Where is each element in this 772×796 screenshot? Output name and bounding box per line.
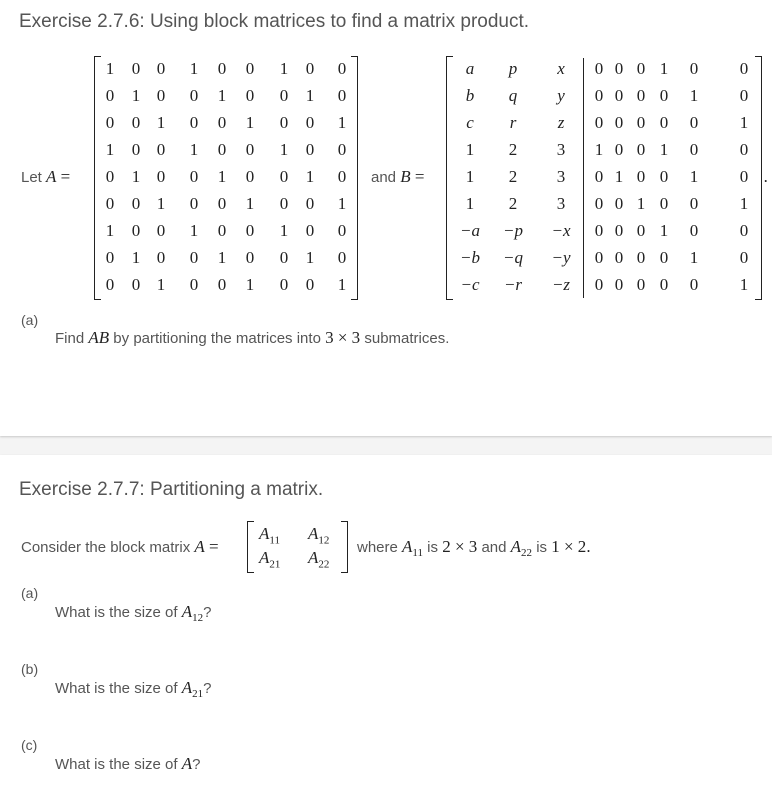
matrix-cell: 0 — [689, 194, 699, 213]
matrix-cell: 3 — [556, 194, 566, 213]
where-label: where $A_{11}$ is 2 × 3 and $A_{22}$ is 1 × 2. — [357, 537, 591, 559]
matrix-cell: c — [466, 113, 474, 132]
matrix-cell: 1 — [659, 140, 669, 159]
matrix-cell: 0 — [131, 140, 141, 159]
matrix-cell: 0 — [337, 59, 347, 78]
exercise-title: Exercise 2.7.7: Partitioning a matrix. — [19, 479, 324, 500]
matrix-cell: 0 — [245, 86, 255, 105]
matrix-cell: 1 — [305, 167, 315, 186]
matrix-cell: 0 — [614, 59, 624, 78]
part-c-question: What is the size of A? — [55, 754, 201, 773]
matrix-cell: 0 — [305, 221, 315, 240]
matrix-cell: 1 — [131, 86, 141, 105]
matrix-cell: 0 — [156, 221, 166, 240]
matrix-cell: 0 — [337, 167, 347, 186]
matrix-cell: 0 — [689, 59, 699, 78]
exercise-title: Exercise 2.7.6: Using block matrices to find a matrix product. — [19, 11, 530, 32]
matrix-cell: 1 — [189, 59, 199, 78]
matrix-cell: 0 — [659, 167, 669, 186]
matrix-cell: x — [557, 59, 565, 78]
matrix-cell: 0 — [305, 275, 315, 294]
matrix-cell: 0 — [217, 59, 227, 78]
matrix-cell: 0 — [636, 140, 646, 159]
matrix-cell: −p — [503, 221, 523, 240]
matrix-cell: 0 — [305, 194, 315, 213]
matrix-cell: 0 — [739, 221, 749, 240]
matrix-cell: 1 — [465, 167, 475, 186]
matrix-cell: 0 — [305, 59, 315, 78]
matrix-cell: 0 — [279, 248, 289, 267]
matrix-cell: 0 — [189, 113, 199, 132]
matrix-cell: 0 — [131, 59, 141, 78]
matrix-cell: 1 — [689, 248, 699, 267]
matrix-cell: 0 — [614, 221, 624, 240]
matrix-cell: 0 — [659, 194, 669, 213]
matrix-cell: 0 — [659, 275, 669, 294]
trailing-period: . — [764, 167, 769, 186]
matrix-cell: −x — [551, 221, 571, 240]
matrix-cell: 3 — [556, 140, 566, 159]
matrix-cell: 0 — [659, 86, 669, 105]
part-b-question: What is the size of $A_{21}$? — [55, 678, 212, 700]
part-a-question: Find AB by partitioning the matrices into 3 × 3 submatrices. — [55, 328, 450, 347]
matrix-cell: 3 — [556, 167, 566, 186]
matrix-cell: 0 — [614, 86, 624, 105]
matrix-cell: 1 — [739, 275, 749, 294]
matrix-cell: 0 — [217, 140, 227, 159]
matrix-cell: 0 — [245, 59, 255, 78]
matrix-cell: 0 — [217, 275, 227, 294]
matrix-cell: 0 — [105, 167, 115, 186]
exercise-2-7-7-card — [0, 455, 772, 796]
matrix-cell: 0 — [636, 275, 646, 294]
matrix-cell: 0 — [105, 113, 115, 132]
matrix-cell: 1 — [337, 194, 347, 213]
matrix-cell: 0 — [739, 248, 749, 267]
matrix-cell: 0 — [131, 194, 141, 213]
consider-label: Consider the block matrix A = — [21, 537, 219, 556]
matrix-cell: 0 — [105, 86, 115, 105]
matrix-cell: 1 — [739, 113, 749, 132]
matrix-cell: 0 — [689, 113, 699, 132]
matrix-cell: 0 — [614, 194, 624, 213]
matrix-cell: 0 — [614, 113, 624, 132]
matrix-cell: 0 — [131, 113, 141, 132]
matrix-cell: 0 — [739, 59, 749, 78]
matrix-cell: 1 — [689, 167, 699, 186]
matrix-cell: 0 — [636, 113, 646, 132]
matrix-cell: 0 — [105, 194, 115, 213]
matrix-cell: 1 — [594, 140, 604, 159]
matrix-cell: 0 — [689, 221, 699, 240]
matrix-cell: 0 — [156, 59, 166, 78]
block-a12: $A_{12}$ — [308, 524, 330, 547]
matrix-cell: 0 — [156, 86, 166, 105]
matrix-cell: a — [465, 59, 475, 78]
let-a-label: Let A = — [21, 167, 71, 186]
matrix-cell: 0 — [279, 86, 289, 105]
matrix-cell: 0 — [245, 221, 255, 240]
matrix-cell: 0 — [245, 248, 255, 267]
matrix-cell: 0 — [594, 275, 604, 294]
block-matrix — [247, 521, 348, 573]
matrix-cell: 0 — [594, 194, 604, 213]
matrix-cell: 0 — [217, 113, 227, 132]
matrix-cell: 1 — [245, 194, 255, 213]
matrix-cell: 0 — [217, 194, 227, 213]
matrix-cell: 0 — [245, 167, 255, 186]
matrix-cell: q — [508, 86, 518, 105]
partition-line — [583, 58, 584, 298]
matrix-cell: z — [557, 113, 565, 132]
matrix-cell: 1 — [105, 140, 115, 159]
matrix-cell: 0 — [594, 86, 604, 105]
matrix-cell: 0 — [131, 275, 141, 294]
matrix-cell: 1 — [305, 248, 315, 267]
matrix-cell: 2 — [508, 140, 518, 159]
part-b-label: (b) — [21, 661, 39, 677]
matrix-cell: 0 — [189, 194, 199, 213]
matrix-cell: r — [509, 113, 517, 132]
matrix-cell: 1 — [337, 275, 347, 294]
matrix-cell: 0 — [636, 248, 646, 267]
part-a-label: (a) — [21, 312, 39, 328]
matrix-cell: 0 — [594, 113, 604, 132]
matrix-cell: 0 — [689, 140, 699, 159]
matrix-cell: 2 — [508, 167, 518, 186]
matrix-cell: 1 — [105, 221, 115, 240]
matrix-cell: −z — [551, 275, 571, 294]
matrix-cell: 1 — [189, 140, 199, 159]
matrix-cell: 0 — [689, 275, 699, 294]
part-a-question: What is the size of $A_{12}$? — [55, 602, 212, 624]
matrix-b — [446, 56, 762, 300]
matrix-cell: 0 — [636, 167, 646, 186]
matrix-cell: 0 — [279, 194, 289, 213]
matrix-cell: 0 — [614, 140, 624, 159]
block-a21: $A_{21}$ — [259, 548, 281, 571]
matrix-cell: −y — [551, 248, 571, 267]
matrix-cell: 1 — [739, 194, 749, 213]
matrix-cell: 0 — [594, 59, 604, 78]
matrix-cell: −r — [503, 275, 523, 294]
matrix-cell: 0 — [659, 248, 669, 267]
matrix-cell: 0 — [636, 86, 646, 105]
matrix-cell: 0 — [636, 59, 646, 78]
matrix-cell: 1 — [156, 194, 166, 213]
matrix-cell: 1 — [636, 194, 646, 213]
matrix-cell: 1 — [131, 167, 141, 186]
matrix-cell: 0 — [189, 86, 199, 105]
matrix-a — [94, 56, 358, 300]
matrix-cell: 1 — [217, 248, 227, 267]
matrix-cell: 1 — [217, 86, 227, 105]
matrix-cell: 0 — [279, 113, 289, 132]
matrix-cell: 1 — [105, 59, 115, 78]
matrix-cell: 0 — [189, 275, 199, 294]
matrix-cell: −a — [460, 221, 480, 240]
matrix-cell: 1 — [217, 167, 227, 186]
matrix-cell: −q — [503, 248, 523, 267]
matrix-cell: 0 — [337, 221, 347, 240]
matrix-cell: 1 — [279, 221, 289, 240]
part-a-label: (a) — [21, 585, 39, 601]
matrix-cell: 0 — [131, 221, 141, 240]
matrix-cell: −c — [460, 275, 480, 294]
matrix-cell: 1 — [465, 194, 475, 213]
matrix-cell: 0 — [337, 140, 347, 159]
matrix-cell: 0 — [189, 167, 199, 186]
matrix-cell: 0 — [739, 167, 749, 186]
block-a11: $A_{11}$ — [259, 524, 280, 547]
matrix-cell: 0 — [659, 113, 669, 132]
matrix-cell: 0 — [156, 248, 166, 267]
matrix-cell: 0 — [279, 275, 289, 294]
matrix-cell: 0 — [217, 221, 227, 240]
matrix-cell: 1 — [337, 113, 347, 132]
matrix-cell: 0 — [305, 140, 315, 159]
matrix-cell: 1 — [659, 59, 669, 78]
matrix-cell: 0 — [614, 275, 624, 294]
matrix-cell: −b — [460, 248, 480, 267]
block-a22: $A_{22}$ — [308, 548, 330, 571]
matrix-cell: 0 — [105, 275, 115, 294]
matrix-cell: b — [465, 86, 475, 105]
matrix-cell: 1 — [156, 113, 166, 132]
matrix-cell: 0 — [245, 140, 255, 159]
matrix-cell: 0 — [337, 86, 347, 105]
matrix-cell: 1 — [245, 113, 255, 132]
matrix-cell: 0 — [594, 248, 604, 267]
matrix-cell: 2 — [508, 194, 518, 213]
matrix-cell: 0 — [614, 248, 624, 267]
matrix-cell: 1 — [305, 86, 315, 105]
and-b-label: and B = — [371, 167, 425, 186]
matrix-cell: 0 — [189, 248, 199, 267]
matrix-cell: 1 — [614, 167, 624, 186]
matrix-cell: 0 — [739, 140, 749, 159]
matrix-cell: 1 — [131, 248, 141, 267]
matrix-cell: 1 — [689, 86, 699, 105]
matrix-cell: 1 — [659, 221, 669, 240]
matrix-cell: 0 — [337, 248, 347, 267]
matrix-cell: 0 — [594, 167, 604, 186]
part-c-label: (c) — [21, 737, 38, 753]
matrix-cell: p — [508, 59, 518, 78]
matrix-cell: 1 — [279, 140, 289, 159]
matrix-cell: 1 — [156, 275, 166, 294]
matrix-cell: 0 — [594, 221, 604, 240]
matrix-cell: 1 — [189, 221, 199, 240]
matrix-cell: 0 — [156, 167, 166, 186]
matrix-cell: 0 — [105, 248, 115, 267]
matrix-cell: 1 — [245, 275, 255, 294]
matrix-cell: 0 — [156, 140, 166, 159]
matrix-cell: 1 — [279, 59, 289, 78]
matrix-cell: 0 — [305, 113, 315, 132]
matrix-cell: 1 — [465, 140, 475, 159]
matrix-cell: 0 — [279, 167, 289, 186]
matrix-cell: 0 — [739, 86, 749, 105]
matrix-cell: y — [557, 86, 565, 105]
matrix-cell: 0 — [636, 221, 646, 240]
